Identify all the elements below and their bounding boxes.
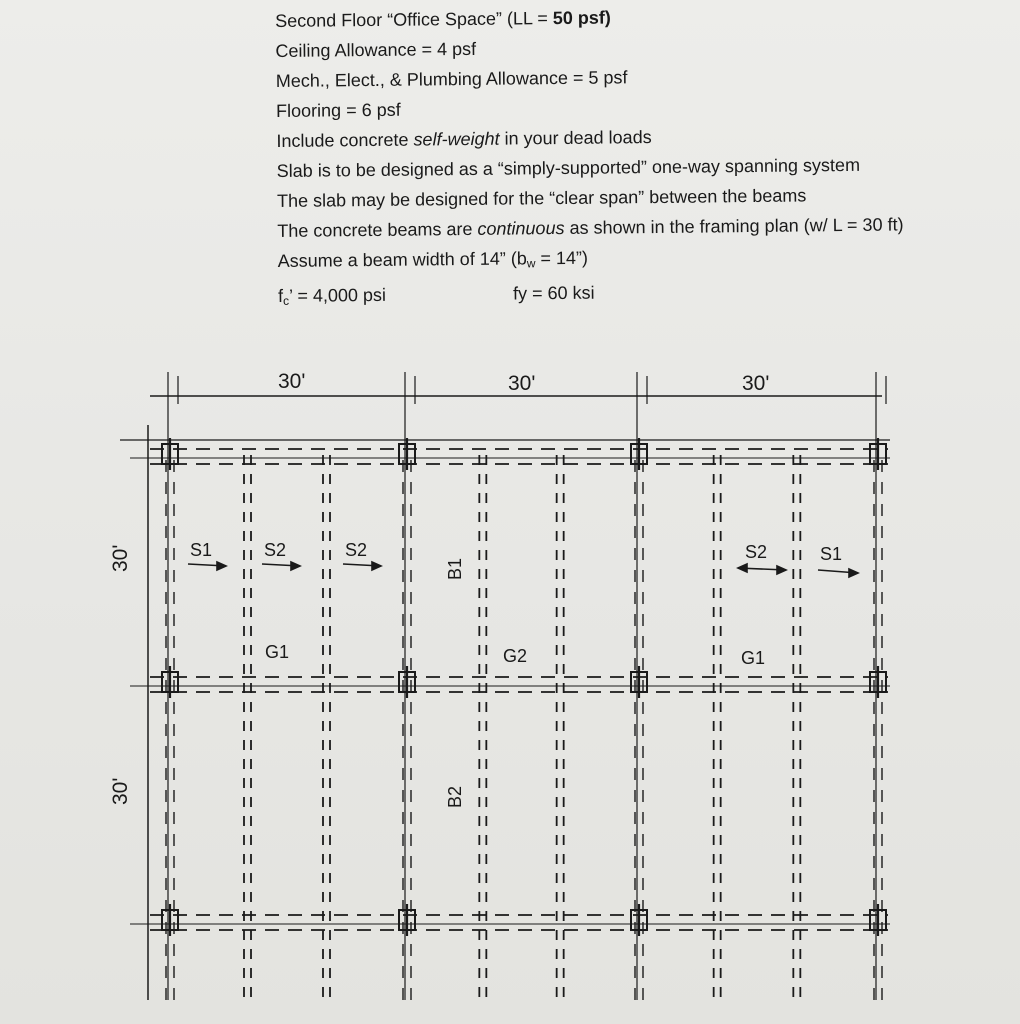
note-slab-support: Slab is to be designed as a “simply-supported” one-way spanning system xyxy=(276,154,861,181)
fy-value: fy = 60 ksi xyxy=(512,282,595,304)
span-direction-arrows xyxy=(188,562,858,577)
span-arrow-head xyxy=(217,562,226,570)
note-self-weight: Include concrete self-weight in your dead loads xyxy=(276,127,652,151)
span-arrow-head xyxy=(849,569,858,577)
framing-grid xyxy=(120,372,890,1000)
slab-label-s1-left: S1 xyxy=(190,540,213,560)
dim-top-2: 30' xyxy=(508,372,536,395)
note-ceiling: Ceiling Allowance = 4 psf xyxy=(275,38,477,61)
note-live-load: Second Floor “Office Space” (LL = 50 psf) xyxy=(275,7,611,31)
dim-top-3: 30' xyxy=(742,372,770,395)
slab-label-s1-right: S1 xyxy=(820,544,843,564)
fc-value: $f_c$’ = 4,000 psi xyxy=(277,284,387,308)
span-arrow-head xyxy=(291,562,300,570)
dim-top-1: 30' xyxy=(278,370,306,393)
dim-left-2: 30' xyxy=(109,777,132,805)
span-arrow-head xyxy=(372,562,381,570)
span-arrow-head xyxy=(777,566,786,574)
note-flooring: Flooring = 6 psf xyxy=(275,99,401,121)
girder-label-g2: G2 xyxy=(503,646,528,666)
note-clear-span: The slab may be designed for the “clear span” between the beams xyxy=(276,185,807,211)
note-continuous-beams: The concrete beams are continuous as shown in the framing plan (w/ L = 30 ft) xyxy=(277,214,904,241)
girder-label-g1-right: G1 xyxy=(741,648,766,668)
note-beam-width: Assume a beam width of 14” ($b_w$ = 14”) xyxy=(277,247,589,271)
span-arrow-head xyxy=(738,564,747,572)
framing-labels xyxy=(109,370,842,808)
dim-left-1: 30' xyxy=(109,544,132,572)
slab-label-s2-b: S2 xyxy=(345,540,368,560)
beam-label-b2: B2 xyxy=(445,785,465,808)
slab-label-s2-c: S2 xyxy=(745,542,768,562)
girder-label-g1-left: G1 xyxy=(265,642,290,662)
slab-label-s2-a: S2 xyxy=(264,540,287,560)
note-mep: Mech., Elect., & Plumbing Allowance = 5 psf xyxy=(275,67,628,91)
beam-label-b1: B1 xyxy=(445,557,465,580)
